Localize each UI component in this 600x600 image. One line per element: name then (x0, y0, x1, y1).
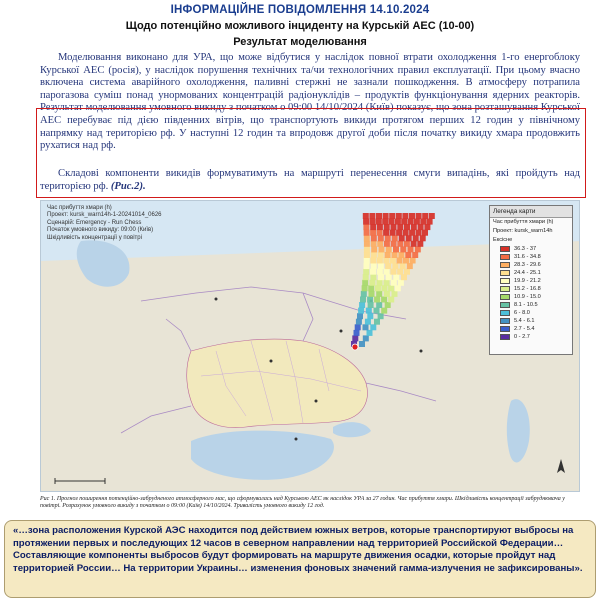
plume-cell (429, 213, 435, 219)
plume-cell (420, 235, 426, 241)
plume-cell (369, 213, 375, 219)
legend-item (490, 253, 572, 261)
plume-cell (357, 313, 363, 319)
plume-cell (365, 319, 371, 325)
legend-item (490, 269, 572, 277)
plume-cell (369, 280, 375, 286)
legend-swatch (500, 278, 510, 284)
legend-label: 24.4 - 25.1 (514, 270, 541, 276)
legend-item (490, 333, 572, 341)
plume-cell (384, 291, 390, 297)
plume-cell (370, 219, 376, 225)
map-header-line: Час прибуття хмари (h) (47, 205, 112, 211)
legend-item (490, 301, 572, 309)
legend-item (490, 325, 572, 333)
plume-cell (397, 269, 403, 275)
legend-line: Ексісне (493, 237, 513, 243)
plume-cell (418, 224, 424, 230)
plume-cell (371, 246, 377, 252)
plume-cell (377, 269, 383, 275)
plume-cell (370, 230, 376, 236)
plume-cell (374, 308, 380, 314)
map-header (47, 205, 162, 242)
plume-cell (378, 263, 384, 269)
plume-cell (390, 258, 396, 264)
plume-cell (400, 246, 406, 252)
plume-cell (366, 308, 372, 314)
map-header-line: Сценарій: Emergency - Run Chess (47, 219, 142, 226)
plume-cell (359, 302, 365, 308)
plume-cell (416, 213, 422, 219)
legend-label: 8.1 - 10.5 (514, 302, 538, 308)
plume-cell (352, 335, 358, 341)
legend-item (490, 285, 572, 293)
plume-cell (399, 235, 405, 241)
plume-cell (385, 263, 391, 269)
plume-cell (417, 241, 423, 247)
figure-reference: (Рис.2). (110, 180, 146, 192)
plume-cell (413, 235, 419, 241)
plume-cell (363, 335, 369, 341)
legend-item (490, 261, 572, 269)
plume-cell (363, 219, 369, 225)
plume-cell (392, 291, 398, 297)
plume-cell (396, 230, 402, 236)
legend-label: 6 - 8.0 (514, 310, 530, 316)
plume-cell (411, 224, 417, 230)
plume-cell (363, 274, 369, 280)
plume-cell (381, 308, 387, 314)
legend-swatch (500, 326, 510, 332)
plume-cell (383, 213, 389, 219)
plume-cell (385, 235, 391, 241)
plume-cell (377, 241, 383, 247)
legend-label: 19.9 - 21.2 (514, 278, 541, 284)
plume-cell (406, 235, 412, 241)
plume-cell (370, 224, 376, 230)
plume-cell (391, 224, 397, 230)
plume-cell (362, 280, 368, 286)
paragraph-secondary (40, 168, 580, 193)
document-title: ІНФОРМАЦІЙНЕ ПОВІДОМЛЕННЯ 14.10.2024 (170, 4, 430, 16)
map-header-line: Початок умовного викиду: 09:00 (Київ) (47, 227, 154, 234)
plume-cell (381, 297, 387, 303)
plume-cell (398, 280, 404, 286)
plume-cell (410, 258, 416, 264)
legend-items (490, 245, 572, 341)
plume-cell (376, 302, 382, 308)
plume-cell (397, 241, 403, 247)
dispersion-map (40, 200, 580, 492)
legend-label: 31.6 - 34.8 (514, 254, 541, 260)
paragraph-main: Моделювання виконано для УРА, що може відбутися у наслідок повної втрати охолодження 1-го енергоблоку Курської АЕС (росія), у наслідок порушення технічних та/чи технологічних правил експлуатації. При цьому вчасно включена система аварійного охолодження, паливні стержні не зазнали пошкодження. В атмосферу потрапила парогазова суміш понад унормованих концентрацій радіонуклідів – продуктів функціонування ядерних реакторів. Результат моделювання умовного викиду з початком о 09:00 14/10/2024 (Київ) показує, що зона розташування Курської АЕС перебуває під дією південних вітрів, що транспортують викиди протягом перших 12 годин у північному напрямку над територією рф. У наступні 12 годин та впродовж другої доби після початку викиду хмара продовжить рухатися над рф. (40, 52, 580, 152)
legend-swatch (500, 302, 510, 308)
plume-cell (364, 258, 370, 264)
legend-label: 28.3 - 29.6 (514, 262, 541, 268)
plume-cell (385, 302, 391, 308)
plume-cell (374, 319, 380, 325)
plume-cell (367, 330, 373, 336)
plume-cell (368, 302, 374, 308)
plume-cell (363, 224, 369, 230)
plume-cell (378, 274, 384, 280)
plume-cell (375, 285, 381, 291)
quote-box: «…зона расположения Курской АЭС находится под действием южных ветров, которые транспортируют выбросы на протяжении первых и последующих 12 часов в северном направлении над территорией Российской Федерации… Составляющие компоненты выбросов будут формировать на маршруте движения осадки, которые пройдут над территорией России… На территории Украины… изменения фоновых значений гамма-излучения не зафиксированы». (4, 520, 596, 598)
plume-cell (384, 224, 390, 230)
legend-label: 36.3 - 37 (514, 246, 537, 252)
plume-cell (404, 269, 410, 275)
legend-label: 15.2 - 16.8 (514, 286, 541, 292)
plume-cell (395, 285, 401, 291)
plume-cell (390, 269, 396, 275)
plume-cell (392, 252, 398, 258)
plume-cell (356, 319, 362, 325)
plume-cell (363, 324, 369, 330)
plume-cell (427, 219, 433, 225)
plume-cell (403, 230, 409, 236)
plume-cell (386, 274, 392, 280)
plume-cell (384, 280, 390, 286)
legend-swatch (500, 246, 510, 252)
plume-cell (354, 330, 360, 336)
plume-cell (386, 246, 392, 252)
plume-cell (408, 246, 414, 252)
plume-cell (371, 235, 377, 241)
map-header-line: Проект: kursk_warn14h-1-20241014_0626 (47, 212, 162, 219)
figure-caption: Рис 1. Прогноз поширення потенційно-забрудненого атмосферного мас, що сформувалась над Курською АЕС як наслідок УРА за 27 годин. Час прибуття хмари. Шкідливість концентрації забруднювача у повітрі. Розрахунок умовного викиду з початком о 09:00 (Київ) 14/10/2024. Тривалість умовного викиду 12 год. (40, 496, 565, 510)
legend-title: Легенда карти (490, 206, 572, 218)
plume-cell (392, 263, 398, 269)
plume-cell (364, 241, 370, 247)
legend-label: 2.7 - 5.4 (514, 326, 535, 332)
legend-swatch (500, 270, 510, 276)
plume-cell (378, 235, 384, 241)
plume-cell (388, 285, 394, 291)
section-heading: Результат моделювання (233, 36, 367, 48)
plume-cell (377, 258, 383, 264)
plume-cell (390, 230, 396, 236)
plume-cell (376, 219, 382, 225)
plume-cell (395, 219, 401, 225)
plume-cell (391, 241, 397, 247)
plume-cell (400, 263, 406, 269)
plume-cell (401, 219, 407, 225)
plume-cell (358, 308, 364, 314)
plume-cell (422, 230, 428, 236)
plume-cell (371, 252, 377, 258)
plume-cell (415, 246, 421, 252)
plume-cell (360, 297, 366, 303)
plume-cell (370, 269, 376, 275)
plume-cell (364, 230, 370, 236)
kursk-npp-marker (352, 344, 358, 350)
plume-cell (370, 324, 376, 330)
legend-line: Час прибуття хмари (h) (493, 219, 554, 225)
plume-cell (367, 297, 373, 303)
legend-label: 10.9 - 15.0 (514, 294, 541, 300)
legend-label: 0 - 2.7 (514, 334, 530, 340)
plume-cell (370, 274, 376, 280)
plume-cell (388, 297, 394, 303)
plume-cell (371, 263, 377, 269)
legend-label: 5.4 - 6.1 (514, 318, 535, 324)
plume-cell (364, 263, 370, 269)
legend-item (490, 293, 572, 301)
legend-item (490, 317, 572, 325)
plume-cell (385, 252, 391, 258)
plume-cell (416, 230, 422, 236)
plume-cell (411, 241, 417, 247)
plume-cell (368, 285, 374, 291)
plume-cell (392, 235, 398, 241)
plume-cell (393, 246, 399, 252)
map-legend (489, 205, 573, 355)
plume-cell (378, 252, 384, 258)
plume-cell (382, 219, 388, 225)
plume-cell (383, 230, 389, 236)
legend-swatch (500, 310, 510, 316)
plume-cell (376, 213, 382, 219)
plume-cell (370, 258, 376, 264)
plume-cell (409, 213, 415, 219)
legend-item (490, 245, 572, 253)
plume-cell (396, 213, 402, 219)
plume-cell (364, 235, 370, 241)
plume-cell (405, 252, 411, 258)
legend-swatch (500, 286, 510, 292)
plume-cell (378, 313, 384, 319)
plume-cell (363, 213, 369, 219)
plume-cell (397, 258, 403, 264)
plume-cell (382, 285, 388, 291)
legend-item (490, 309, 572, 317)
plume-cell (420, 219, 426, 225)
plume-cell (389, 219, 395, 225)
legend-swatch (500, 318, 510, 324)
legend-swatch (500, 254, 510, 260)
plume-cell (397, 224, 403, 230)
plume-cell (369, 291, 375, 297)
plume-cell (414, 219, 420, 225)
plume-cell (404, 241, 410, 247)
plume-cell (408, 219, 414, 225)
plume-cell (409, 230, 415, 236)
plume-cell (367, 313, 373, 319)
plume-cell (364, 246, 370, 252)
plume-cell (359, 341, 365, 347)
legend-swatch (500, 334, 510, 340)
plume-cell (361, 291, 367, 297)
plume-cell (412, 252, 418, 258)
plume-cell (393, 274, 399, 280)
legend-line: Проект: kursk_warn14h (493, 228, 553, 234)
plume-cell (371, 241, 377, 247)
paragraph-secondary-text: Складові компоненти викидів формуватимуть на маршруті перенесення смуги випадінь, які пройдуть над територією рф. (40, 168, 580, 192)
plume-cell (355, 324, 361, 330)
legend-item (490, 277, 572, 285)
plume-cell (384, 241, 390, 247)
plume-cell (364, 252, 370, 258)
document-subtitle: Щодо потенційно можливого інциденту на Курській АЕС (10-00) (125, 20, 475, 32)
plume-cell (383, 258, 389, 264)
plume-cell (398, 252, 404, 258)
plume-cell (363, 269, 369, 275)
plume-cell (424, 224, 430, 230)
plume-cell (422, 213, 428, 219)
legend-swatch (500, 262, 510, 268)
plume-cell (401, 274, 407, 280)
plume-cell (389, 213, 395, 219)
plume-cell (377, 280, 383, 286)
map-header-line: Шкідливість концентрації у повітрі (47, 234, 142, 241)
plume-cell (379, 246, 385, 252)
legend-swatch (500, 294, 510, 300)
plume-cell (377, 230, 383, 236)
plume-cell (404, 224, 410, 230)
plume-cell (376, 291, 382, 297)
plume-cell (374, 297, 380, 303)
plume-cell (362, 285, 368, 291)
plume-cell (403, 258, 409, 264)
plume-cell (402, 213, 408, 219)
plume-cell (377, 224, 383, 230)
plume-cell (384, 269, 390, 275)
plume-cell (391, 280, 397, 286)
plume-cell (407, 263, 413, 269)
